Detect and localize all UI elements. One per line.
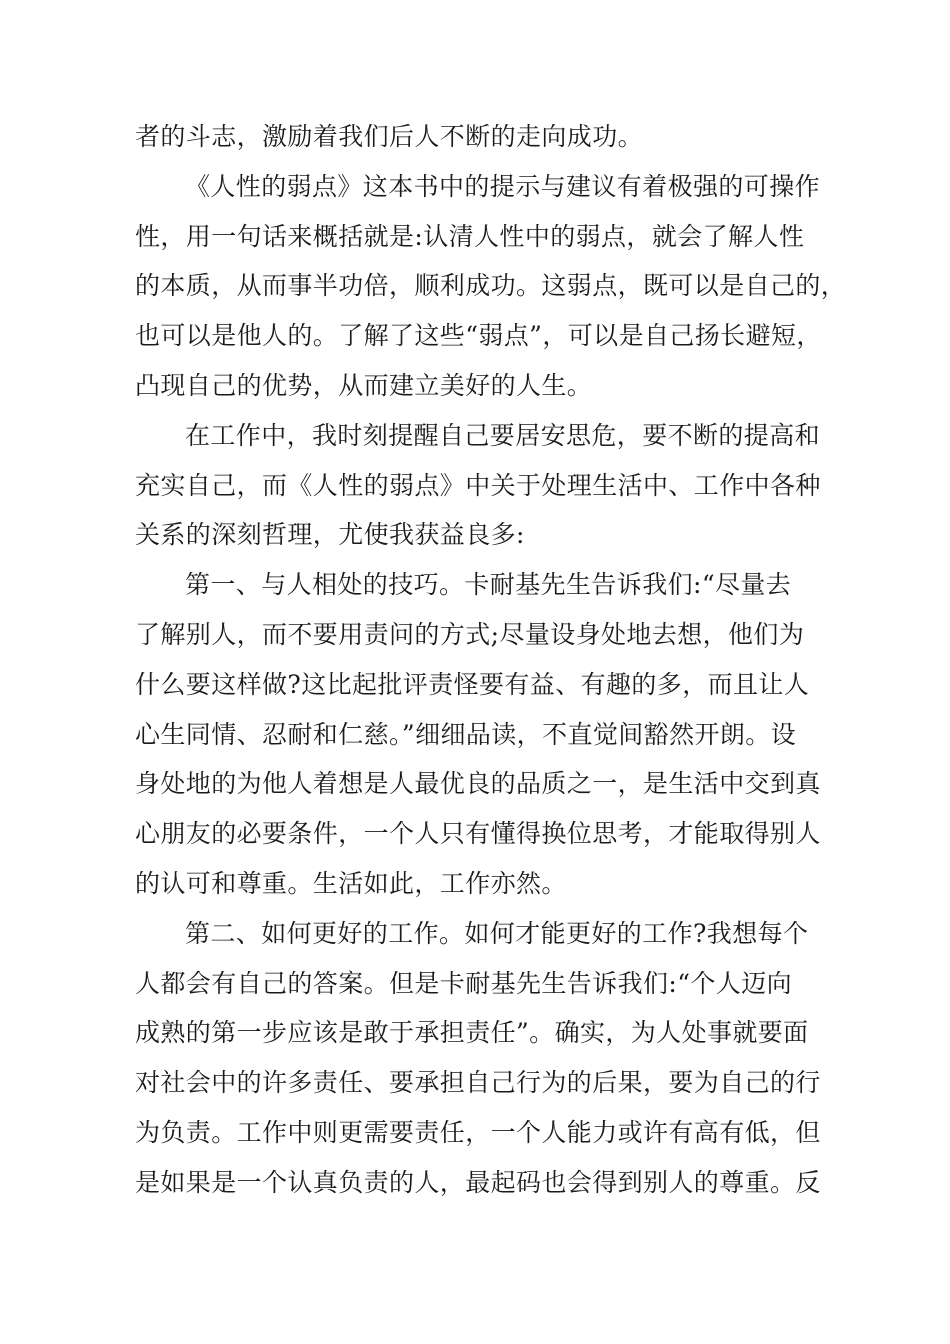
- text-line: 关系的深刻哲理，尤使我获益良多:: [135, 520, 525, 550]
- text-line: 《人性的弱点》这本书中的提示与建议有着极强的可操作: [185, 171, 821, 201]
- text-line: 是如果是一个认真负责的人，最起码也会得到别人的尊重。反: [135, 1167, 821, 1197]
- text-line: 者的斗志，激励着我们后人不断的走向成功。: [135, 122, 644, 151]
- text-line: 对社会中的许多责任、要承担自己行为的后果，要为自己的行: [135, 1068, 821, 1098]
- text-line: 的本质，从而事半功倍，顺利成功。这弱点，既可以是自己的，: [135, 271, 847, 301]
- text-line: 成熟的第一步应该是敢于承担责任”。确实，为人处事就要面: [135, 1018, 809, 1048]
- text-line: 第一、与人相处的技巧。卡耐基先生告诉我们:“尽量去: [185, 570, 792, 600]
- text-line: 也可以是他人的。了解了这些“弱点”，可以是自己扬长避短，: [135, 321, 822, 351]
- text-line: 身处地的为他人着想是人最优良的品质之一，是生活中交到真: [135, 769, 821, 799]
- body-text: [135, 112, 847, 1208]
- text-line: 性，用一句话来概括就是:认清人性中的弱点，就会了解人性: [135, 221, 805, 251]
- text-line: 的认可和尊重。生活如此，工作亦然。: [135, 868, 567, 898]
- text-line: 为负责。工作中则更需要责任，一个人能力或许有高有低，但: [135, 1117, 821, 1147]
- text-line: 在工作中，我时刻提醒自己要居安思危，要不断的提高和: [185, 420, 821, 450]
- text-line: 凸现自己的优势，从而建立美好的人生。: [135, 370, 593, 400]
- text-line: 心生同情、忍耐和仁慈。”细细品读，不直觉间豁然开朗。设: [135, 719, 797, 749]
- text-line: 什么要这样做?这比起批评责怪要有益、有趣的多，而且让人: [135, 669, 810, 699]
- text-line: 人都会有自己的答案。但是卡耐基先生告诉我们:“个人迈向: [135, 968, 793, 998]
- text-line: 心朋友的必要条件，一个人只有懂得换位思考，才能取得别人: [135, 819, 821, 849]
- text-line: 第二、如何更好的工作。如何才能更好的工作?我想每个: [185, 918, 809, 948]
- text-line: 了解别人，而不要用责问的方式;尽量设身处地去想，他们为: [135, 619, 805, 649]
- text-line: 充实自己，而《人性的弱点》中关于处理生活中、工作中各种: [135, 470, 821, 500]
